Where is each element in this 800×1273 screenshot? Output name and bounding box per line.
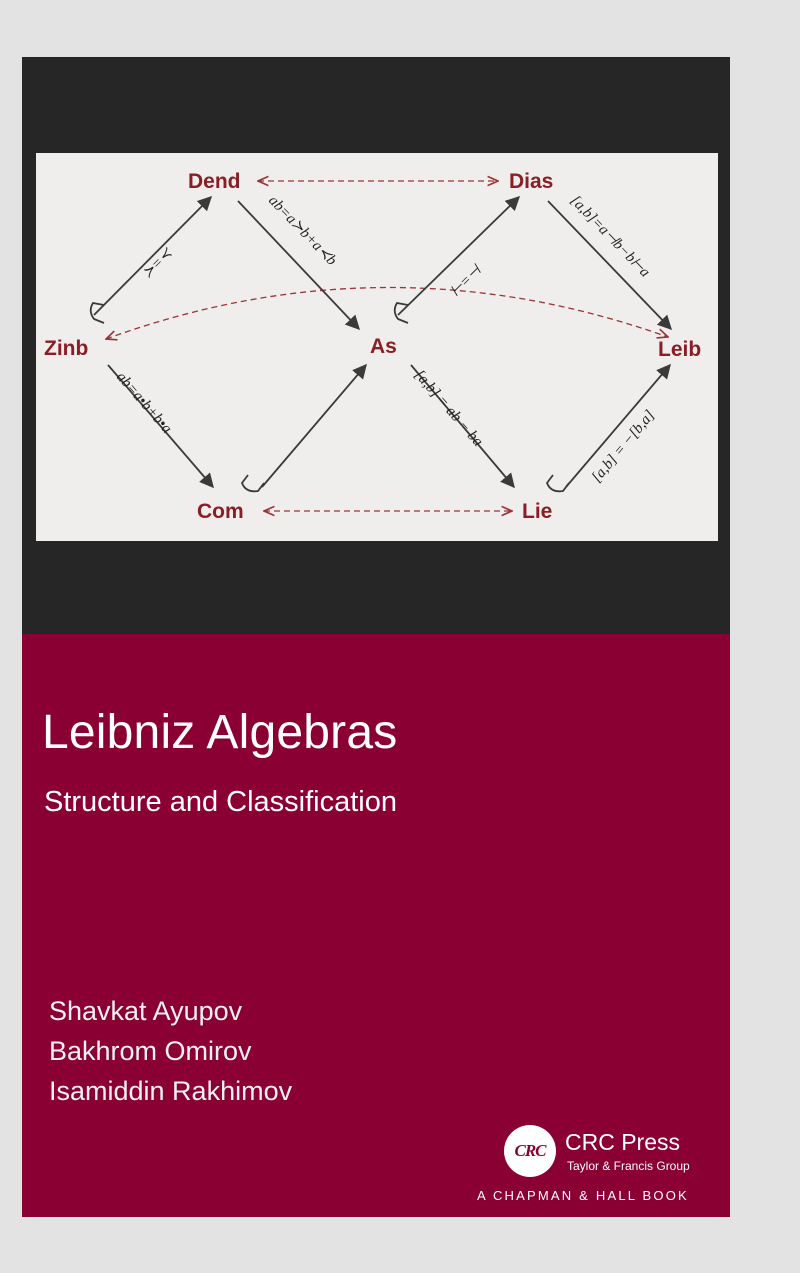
book-subtitle: Structure and Classification [44,786,397,818]
lie-leib-arrow [566,365,670,487]
rel-lie-leib: [a,b] = −[b,a] [588,407,659,486]
node-lie: Lie [522,500,553,523]
diagram-svg [36,153,718,541]
author-name: Bakhrom Omirov [49,1036,252,1066]
publisher-block [477,1120,722,1210]
author-name: Isamiddin Rakhimov [49,1076,293,1106]
node-as: As [370,335,397,358]
rel-dias-leib: [a,b]=a⊣b−b⊢a [567,192,653,281]
node-leib: Leib [658,338,702,361]
zinb-dend-arrow [94,197,211,315]
author-name: Shavkat Ayupov [49,996,243,1026]
operad-diagram [36,153,718,541]
rel-zinb-com: ab=a•b+b•a [112,369,175,437]
publisher-name: CRC Press [565,1129,681,1155]
rel-as-lie: [a,b] = ab − ba [410,367,486,450]
com-as-arrow [262,365,366,487]
rel-dend-as: ab=a≻b+a≺b [265,192,340,269]
com-as-hook [242,475,264,491]
lie-leib-hook [547,475,569,491]
book-cover [22,57,730,1217]
rel-as-dias: ⊢=⊣ [447,262,485,300]
node-com: Com [197,500,244,523]
publisher-imprint: A CHAPMAN & HALL BOOK [477,1188,689,1203]
crc-logo-text: CRC [514,1141,546,1160]
crc-logo-icon [504,1125,556,1177]
node-dias: Dias [509,170,554,193]
dias-leib-arrow [548,201,671,329]
node-zinb: Zinb [44,337,89,360]
node-dend: Dend [188,170,241,193]
book-title: Leibniz Algebras [42,706,398,759]
author-list [49,991,292,1111]
rel-zinb-dend: ≻=≺ [139,245,176,282]
publisher-group: Taylor & Francis Group [567,1159,690,1173]
zinb-leib-dashed-arc [106,287,668,339]
